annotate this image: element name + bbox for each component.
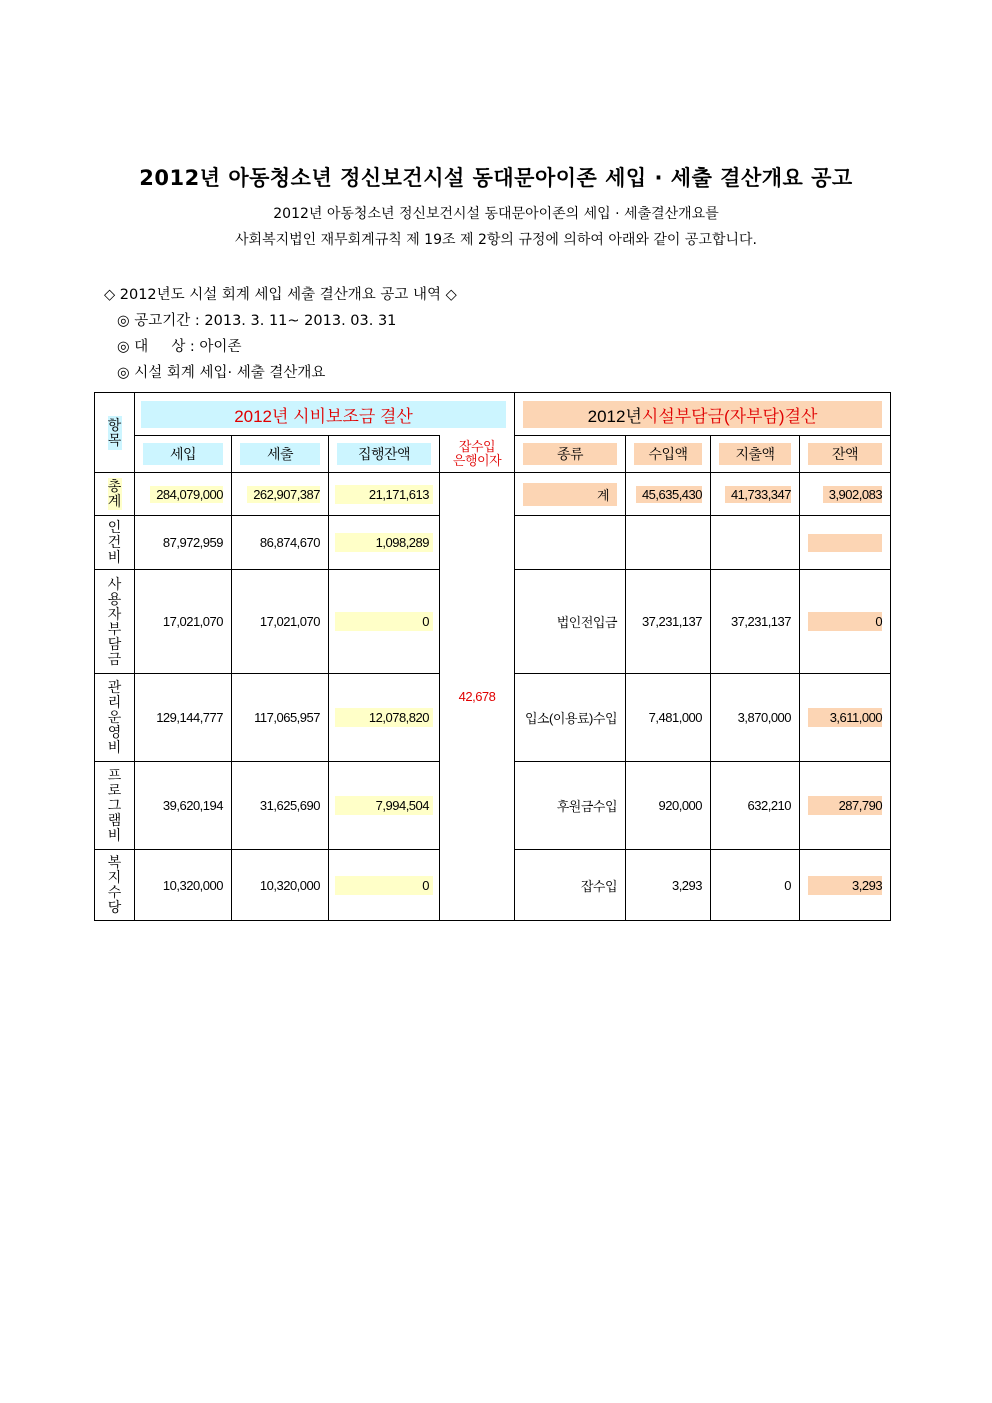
misc-income-header [440, 436, 515, 473]
row-label: 총 계 [107, 478, 122, 509]
settlement-table [94, 392, 891, 921]
notice-period: ◎ 공고기간 : 2013. 3. 11~ 2013. 03. 31 [117, 313, 397, 329]
item-header: 항 목 [107, 416, 122, 448]
remainder-value: 3,902,083 [823, 486, 882, 503]
summary-label: ◎ 시설 회계 세입· 세출 결산개요 [117, 365, 326, 381]
self-group-prefix: 2012년 [587, 406, 642, 426]
revenue-value: 37,231,137 [641, 614, 703, 629]
income-header: 세입 [143, 443, 223, 465]
revenue-value: 7,481,000 [648, 710, 703, 725]
revenue-value: 920,000 [658, 798, 703, 813]
revenue-header: 수입액 [634, 443, 702, 465]
balance-value: 1,098,289 [335, 533, 433, 552]
kind-header: 종류 [523, 443, 617, 465]
balance-value: 7,994,504 [335, 796, 433, 815]
income-value: 284,079,000 [150, 486, 223, 503]
row-label-cell [95, 516, 135, 570]
expense-value: 17,021,070 [259, 614, 320, 629]
intro-line-1: 2012년 아동청소년 정신보건시설 동대문아이존의 세입 · 세출결산개요를 [273, 206, 719, 222]
document-title: 2012년 아동청소년 정신보건시설 동대문아이존 세입 · 세출 결산개요 공고 [139, 166, 853, 190]
balance-value: 12,078,820 [335, 708, 433, 727]
spending-header: 지출액 [719, 443, 791, 465]
kind-value: 후원금수입 [556, 799, 618, 814]
self-funded-group-header [523, 401, 882, 428]
balance-value: 0 [335, 612, 433, 631]
row-label: 프 로 그 램 비 [107, 767, 122, 843]
expense-value: 86,874,670 [259, 535, 320, 550]
remainder-value: 0 [808, 612, 882, 631]
row-label-cell [95, 850, 135, 921]
row-label-cell [95, 570, 135, 674]
balance-value: 0 [335, 876, 433, 895]
revenue-value: 45,635,430 [636, 486, 702, 503]
row-label: 인 건 비 [107, 519, 122, 565]
remainder-value: 287,790 [808, 796, 882, 815]
balance-header: 집행잔액 [337, 443, 431, 465]
row-label: 관 리 운 영 비 [107, 679, 122, 755]
income-value: 17,021,070 [162, 614, 223, 629]
income-value: 129,144,777 [156, 710, 223, 725]
income-value: 87,972,959 [162, 535, 223, 550]
balance-value: 21,171,613 [335, 485, 433, 504]
item-header-cell [95, 393, 135, 473]
remainder-header: 잔액 [808, 443, 882, 465]
spending-value: 37,231,137 [730, 614, 792, 629]
table-row [95, 473, 891, 516]
row-label-cell [95, 473, 135, 516]
row-label-cell [95, 762, 135, 850]
spending-value: 0 [784, 877, 792, 893]
spending-value: 632,210 [747, 798, 792, 813]
spending-value: 41,733,347 [725, 486, 791, 503]
notice-target: ◎ 대 상 : 아이존 [117, 339, 242, 355]
remainder-value: 3,293 [808, 876, 882, 895]
kind-value: 계 [523, 483, 617, 506]
kind-value: 잡수입 [580, 878, 618, 894]
section-heading: ◇ 2012년도 시설 회계 세입 세출 결산개요 공고 내역 ◇ [104, 287, 457, 303]
expense-value: 10,320,000 [259, 877, 320, 893]
misc-income-value: 42,678 [458, 689, 496, 704]
self-group-suffix: 시설부담금(자부담)결산 [641, 406, 818, 426]
group-header-row [95, 393, 891, 436]
column-header-row [95, 436, 891, 473]
row-label: 사 용 자 부 담 금 [107, 575, 122, 667]
kind-value: 법인전입금 [556, 615, 618, 630]
revenue-value: 3,293 [671, 877, 703, 893]
misc-header-line1: 잡수입 [458, 438, 496, 454]
misc-header-line2: 은행이자 [452, 452, 502, 468]
remainder-value: 3,611,000 [808, 708, 882, 727]
kind-value: 입소(이용료)수입 [524, 711, 618, 726]
subsidy-group-header: 2012년 시비보조금 결산 [141, 401, 506, 428]
misc-income-cell [440, 473, 515, 921]
expense-value: 117,065,957 [254, 710, 320, 725]
remainder-value [808, 534, 882, 552]
row-label: 복 지 수 당 [107, 854, 122, 915]
expense-header: 세출 [240, 443, 320, 465]
expense-value: 31,625,690 [259, 798, 320, 813]
row-label-cell [95, 674, 135, 762]
intro-line-2: 사회복지법인 재무회계규칙 제 19조 제 2항의 규정에 의하여 아래와 같이 공고합니다. [235, 232, 757, 248]
income-value: 10,320,000 [162, 877, 223, 893]
spending-value: 3,870,000 [737, 710, 792, 725]
income-value: 39,620,194 [162, 798, 223, 813]
expense-value: 262,907,387 [247, 486, 320, 503]
